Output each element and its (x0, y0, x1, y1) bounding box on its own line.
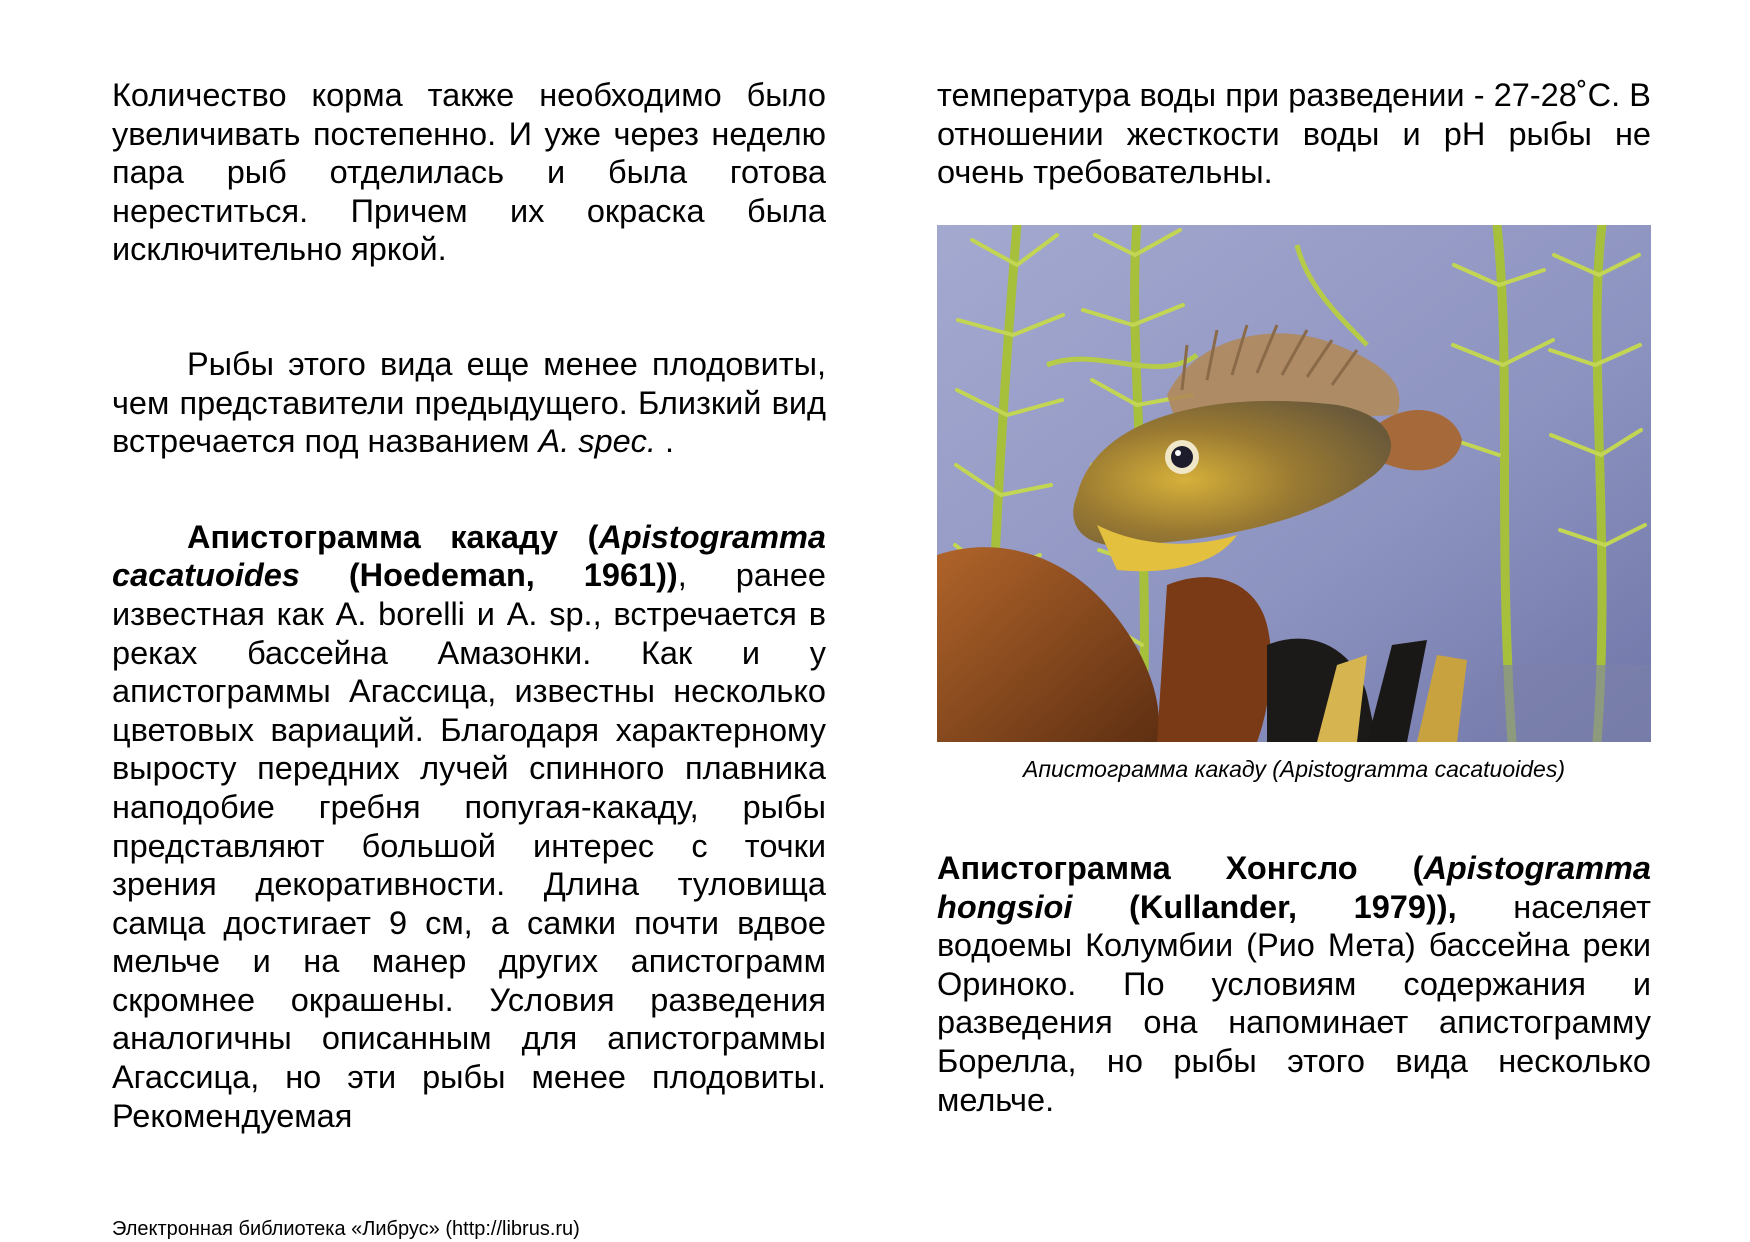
page-footer: Электронная библиотека «Либрус» (http://librus.ru) (112, 1218, 580, 1240)
photo-caption: Апистограмма какаду (Apistogramma cacatuoides) (1022, 756, 1565, 782)
hongsioi-text: населяет водоемы Колумбии (Рио Мета) бассейна реки Ориноко. По условиям содержания и разведения она напоминает апистограмму Борелла, но рыбы этого вида несколько мельче. (937, 888, 1651, 1118)
right-column (937, 76, 1651, 192)
cacatuoides-latin: Apistogramma cacatuoides (112, 518, 826, 594)
cacatuoides-author: (Hoedeman, 1961)) (299, 557, 678, 594)
fish-photo (937, 225, 1651, 742)
hongsioi-latin: Apistogramma hongsioi (937, 850, 1651, 925)
paragraph-cacatuoides (112, 518, 826, 1136)
species-name: A. spec. (538, 423, 656, 460)
paragraph-fertility (112, 345, 826, 461)
fertility-text: Рыбы этого вида еще менее плодовиты, чем представители предыдущего. Близкий вид встречается под названием (112, 345, 826, 460)
paragraph-feeding: Количество корма также необходимо было увеличивать постепенно. И уже через неделю пара рыб отделилась и была готова нереститься. Причем их окраска была исключительно яркой. (112, 77, 826, 268)
paragraph-hongsioi (937, 849, 1651, 1119)
paragraph-temperature: температура воды при разведении - 27-28˚С. В отношении жесткости воды и pH рыбы не очень требовательны. (937, 77, 1651, 191)
cacatuoides-title: Апистограмма какаду ( (187, 518, 599, 555)
fish-photo-illustration (937, 225, 1651, 742)
cacatuoides-text: , ранее известная как A. borelli и A. sp., встречается в реках бассейна Амазонки. Как и у апистограммы Агассица, известны несколько цветовых вариаций. Благодаря характерному выросту передних лучей спинного плавника наподобие гребня попугая-какаду, рыбы представляют большой интерес с точки зрения декоративности. Длина туловища самца достигает 9 см, а самки почти вдвое мельче и на манер других апистограмм скромнее окрашены. Условия разведения аналогичны описанным для апистограммы Агассица, но эти рыбы менее плодовиты. Рекомендуемая (112, 557, 826, 1134)
left-column (112, 76, 826, 1135)
hongsioi-title: Апистограмма Хонгсло ( (937, 850, 1424, 886)
hongsioi-author: (Kullander, 1979)), (1072, 888, 1457, 925)
right-column-lower (937, 849, 1651, 1119)
fertility-end: . (655, 423, 675, 460)
